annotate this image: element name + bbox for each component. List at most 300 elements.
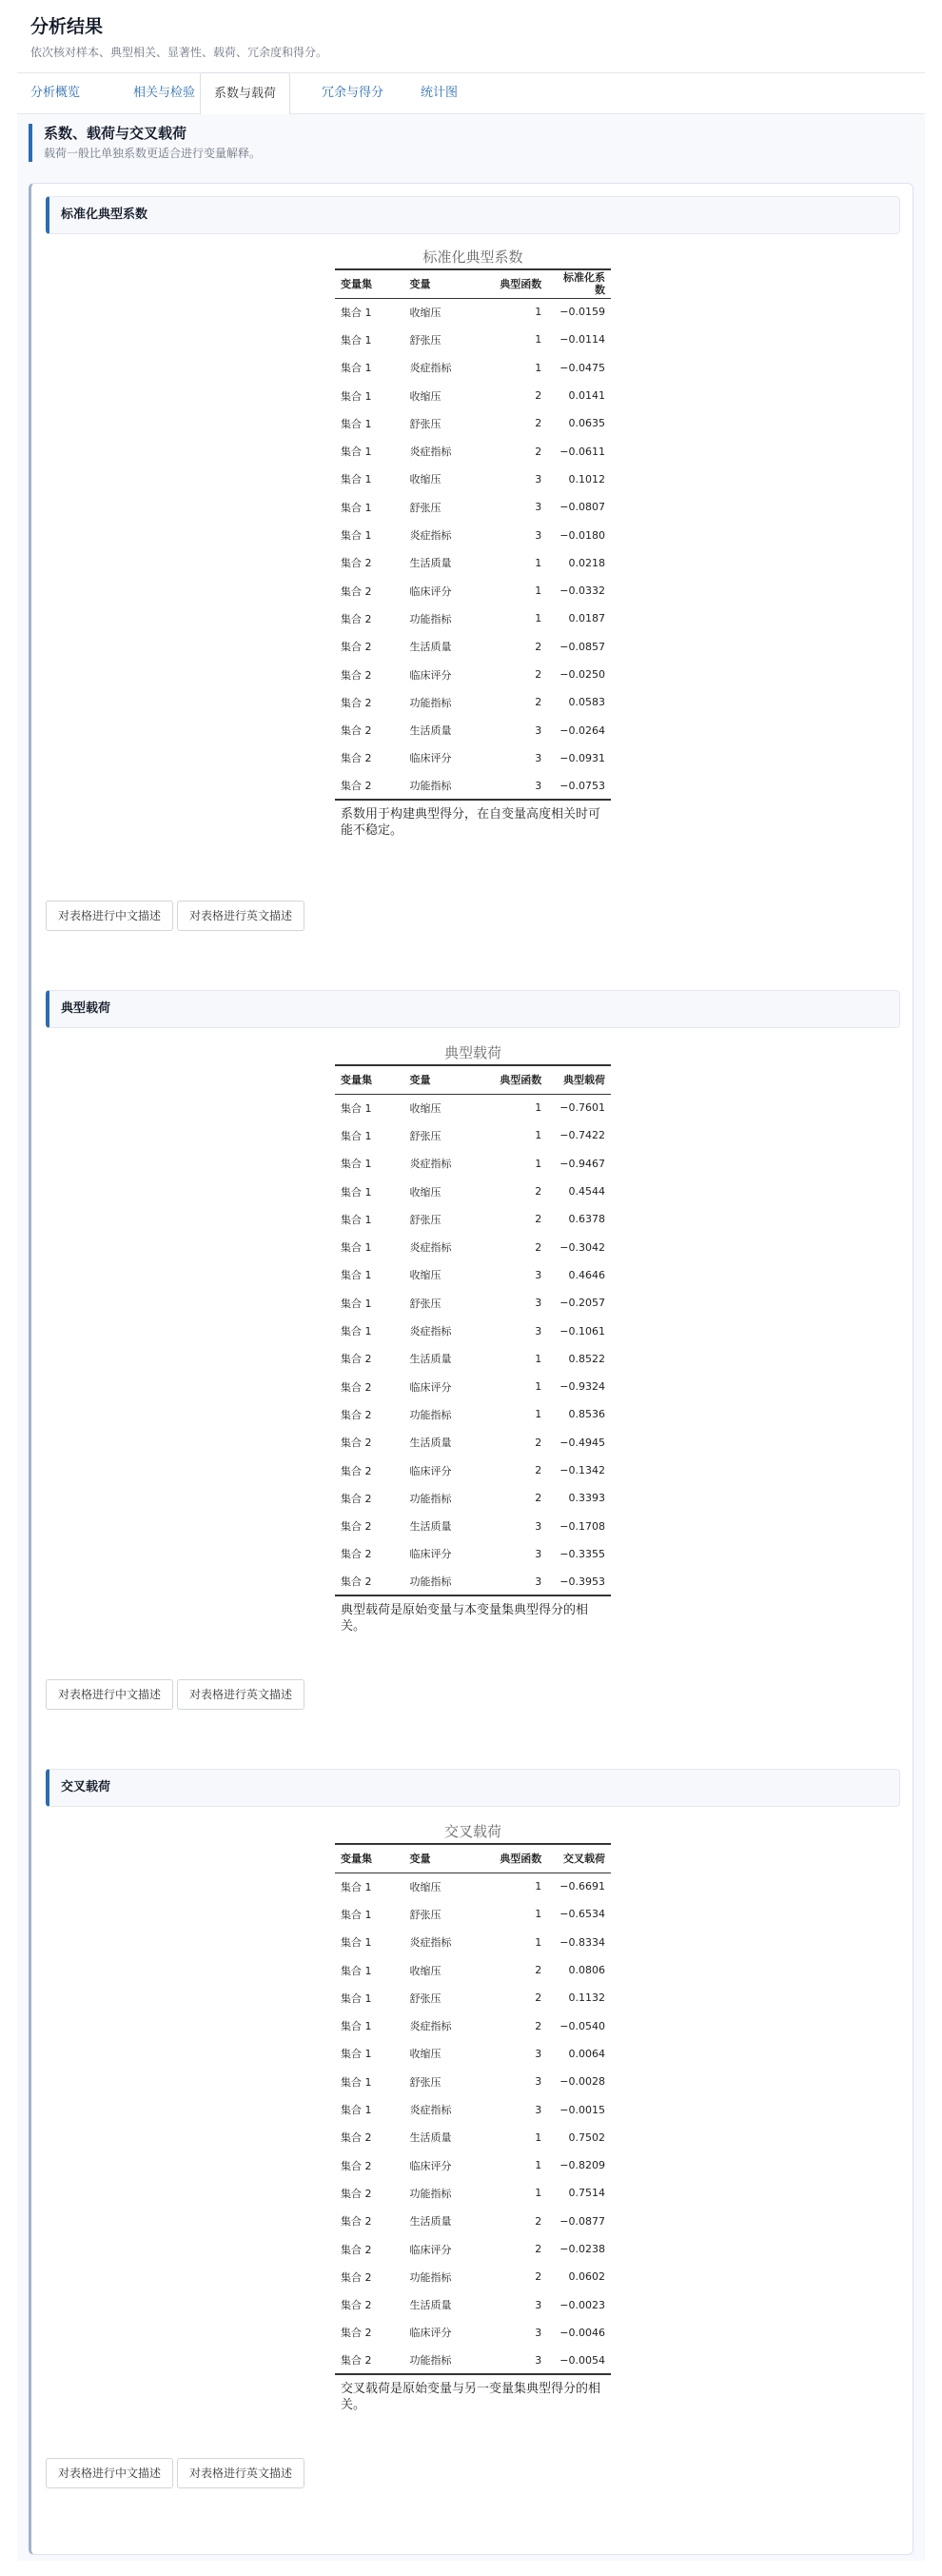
table-row <box>335 382 611 409</box>
table-cell: −0.0180 <box>559 528 605 542</box>
table-cell: 集合 2 <box>341 2243 372 2256</box>
table-cell: 功能指标 <box>404 1568 487 1595</box>
table-cell: −0.1061 <box>559 1324 605 1338</box>
table-cell: 收缩压 <box>409 473 442 486</box>
table-row <box>335 633 611 661</box>
table-cell: 1 <box>535 361 542 374</box>
table-cell: 集合 1 <box>341 1129 372 1142</box>
table-row <box>335 2208 611 2235</box>
table-header-row <box>335 1844 611 1873</box>
table-cell: 集合 2 <box>341 1464 372 1477</box>
table-cell: 收缩压 <box>409 1269 442 1282</box>
table-cell: 生活质量 <box>409 2299 452 2312</box>
table-cell: −0.7422 <box>559 1129 605 1142</box>
table-cell: −0.8334 <box>559 1935 605 1949</box>
page-title: 分析结果 <box>30 16 104 37</box>
table-cell: 1 <box>535 2187 542 2200</box>
table-row <box>335 1929 611 1956</box>
table-cell: −0.0114 <box>559 333 605 347</box>
table-header-row <box>335 269 611 298</box>
table-caption: 交叉载荷 <box>443 1823 501 1840</box>
table-cell: 集合 1 <box>341 1936 372 1950</box>
subsection-header-loadings: 典型载荷 <box>46 990 900 1028</box>
table-cell: 炎症指标 <box>409 446 452 459</box>
table-cell: 功能指标 <box>404 2347 487 2374</box>
table-row <box>335 1429 611 1456</box>
table-cell: −0.6691 <box>559 1880 605 1893</box>
table-cell: −0.0611 <box>559 445 605 458</box>
table-cell: 集合 1 <box>341 1213 372 1226</box>
table-cell: 集合 2 <box>341 1548 372 1561</box>
table-cell: 集合 1 <box>341 362 372 375</box>
table-cell: 2 <box>535 2270 542 2284</box>
table-row <box>335 437 611 465</box>
table-cell: 1 <box>535 2159 542 2172</box>
table-cell: 集合 1 <box>341 1325 372 1338</box>
describe-en-button[interactable]: 对表格进行英文描述 <box>177 1679 304 1710</box>
table-caption: 典型载荷 <box>443 1044 501 1061</box>
table-cell: 集合 2 <box>341 612 372 625</box>
table-cell: 1 <box>535 1352 542 1365</box>
table-row <box>335 744 611 772</box>
table-cell: 3 <box>535 723 542 737</box>
table-cell: 舒张压 <box>409 1213 442 1226</box>
section-desc: 载荷一般比单独系数更适合进行变量解释。 <box>44 147 262 160</box>
section-title: 系数、载荷与交叉载荷 <box>44 125 187 142</box>
table-cell: 2 <box>535 2214 542 2228</box>
table-cell: 集合 2 <box>341 2159 372 2172</box>
table-cell: 收缩压 <box>409 1101 442 1115</box>
results-header <box>30 15 327 60</box>
table-cell: 临床评分 <box>409 1380 452 1394</box>
table-cell: 3 <box>535 472 542 485</box>
table-cell: 3 <box>535 2047 542 2060</box>
column-header: 变量 <box>404 1844 487 1873</box>
table-row <box>335 1205 611 1233</box>
table-row <box>335 2179 611 2207</box>
describe-en-button[interactable]: 对表格进行英文描述 <box>177 2458 304 2488</box>
table-cell: 1 <box>535 306 542 319</box>
table-cell: −0.3953 <box>547 1568 611 1595</box>
table-cell: 3 <box>535 1547 542 1560</box>
table-cell: 2 <box>535 1436 542 1449</box>
table-row <box>335 1317 611 1344</box>
table-cell: 集合 2 <box>341 585 372 598</box>
table-cell: 炎症指标 <box>409 2104 452 2117</box>
table-cell: 功能指标 <box>409 1408 452 1421</box>
table-cell: 2 <box>535 389 542 403</box>
table-row <box>335 2319 611 2347</box>
table-row <box>335 298 611 326</box>
table-cell: 集合 2 <box>341 724 372 738</box>
table-row <box>335 2151 611 2179</box>
table-cell: −0.0475 <box>559 361 605 374</box>
table-row <box>335 549 611 577</box>
table-cell: 临床评分 <box>409 2327 452 2340</box>
tab-coefficients-loadings[interactable]: 系数与载荷 <box>200 72 290 115</box>
table-row <box>335 1484 611 1512</box>
describe-cn-button[interactable]: 对表格进行中文描述 <box>46 2458 173 2488</box>
table-cell: −0.0931 <box>559 751 605 764</box>
table-cell: 0.4646 <box>568 1268 605 1281</box>
table-cell: −0.0807 <box>559 501 605 514</box>
table-cell: 舒张压 <box>409 2075 442 2089</box>
table-cell: 2 <box>535 1213 542 1226</box>
table-cell: 集合 2 <box>341 641 372 654</box>
subsection-header-std-coef: 标准化典型系数 <box>46 196 900 234</box>
table-cell: 0.0064 <box>568 2047 605 2060</box>
table-cell: 3 <box>487 2347 548 2374</box>
table-cell: −0.1342 <box>559 1464 605 1476</box>
table-cell: 0.3393 <box>568 1492 605 1505</box>
table-row <box>335 688 611 716</box>
table-cell: 生活质量 <box>409 2131 452 2145</box>
table-note: 交叉载荷是原始变量与另一变量集典型得分的相关。 <box>341 2382 601 2413</box>
table-cell: 舒张压 <box>409 501 442 514</box>
table-cell: 1 <box>535 556 542 569</box>
table-cell: 临床评分 <box>409 2243 452 2256</box>
table-cell: 临床评分 <box>409 585 452 598</box>
table-cell: −0.0159 <box>559 306 605 319</box>
table-cell: 集合 2 <box>341 2270 372 2284</box>
table-row <box>335 2290 611 2318</box>
subsection-header-cross-loadings: 交叉载荷 <box>46 1769 900 1807</box>
table-row <box>335 1873 611 1900</box>
table-cell: 1 <box>535 1380 542 1394</box>
table-row <box>335 1345 611 1373</box>
table-row <box>335 1150 611 1178</box>
table-loadings-actions <box>46 1679 308 1710</box>
table-note: 典型载荷是原始变量与本变量集典型得分的相关。 <box>341 1603 589 1635</box>
table-cell: 0.1132 <box>568 1991 605 2005</box>
table-cell: 3 <box>535 1297 542 1310</box>
table-cell: 炎症指标 <box>409 529 452 543</box>
table-cell: 0.8536 <box>568 1408 605 1421</box>
table-cell: 集合 2 <box>341 1353 372 1366</box>
table-cell: 集合 1 <box>341 1101 372 1115</box>
table-cell: 舒张压 <box>409 1129 442 1142</box>
table-cell: −0.0753 <box>547 772 611 800</box>
tab-redundancy-scores[interactable]: 冗余与得分 <box>322 86 384 100</box>
table-cell: 临床评分 <box>409 752 452 765</box>
table-cell: 1 <box>535 2130 542 2144</box>
table-cell: 临床评分 <box>409 1548 452 1561</box>
table-cell: 功能指标 <box>409 2270 452 2284</box>
table-cell: 1 <box>535 1880 542 1893</box>
table-cell: 2 <box>535 2019 542 2032</box>
tab-bar <box>17 72 925 114</box>
table-cell: 炎症指标 <box>409 1325 452 1338</box>
table-cell: 0.0218 <box>568 556 605 569</box>
table-cell: 0.0602 <box>568 2270 605 2284</box>
table-cell: 集合 1 <box>341 2075 372 2089</box>
data-table <box>335 1064 611 1596</box>
table-cell: 生活质量 <box>409 724 452 738</box>
table-cell: 集合 2 <box>341 2327 372 2340</box>
tab-charts[interactable]: 统计图 <box>421 86 459 100</box>
table-cell: −0.0332 <box>559 585 605 598</box>
table-row <box>335 1400 611 1428</box>
table-note: 系数用于构建典型得分，在自变量高度相关时可能不稳定。 <box>341 807 601 839</box>
table-cell: 3 <box>535 2075 542 2089</box>
table-row <box>335 604 611 632</box>
table-cell: 集合 2 <box>341 696 372 709</box>
table-cell: 集合 2 <box>341 2215 372 2229</box>
table-cell: 1 <box>535 1935 542 1949</box>
table-cell: 0.8522 <box>568 1352 605 1365</box>
table-cell: 收缩压 <box>409 1880 442 1893</box>
table-cell: 舒张压 <box>409 1297 442 1310</box>
table-cell: 生活质量 <box>409 2215 452 2229</box>
describe-cn-button[interactable]: 对表格进行中文描述 <box>46 1679 173 1710</box>
table-cell: 0.0806 <box>568 1964 605 1977</box>
table-cross-loadings <box>335 1820 611 2413</box>
table-cell: 炎症指标 <box>409 2020 452 2033</box>
column-header: 典型函数 <box>487 269 548 298</box>
table-cell: 舒张压 <box>409 417 442 430</box>
table-cell: 集合 1 <box>341 473 372 486</box>
table-cell: 集合 1 <box>341 529 372 543</box>
table-row <box>335 1956 611 1984</box>
table-row <box>335 1456 611 1484</box>
table-cell: 2 <box>535 1240 542 1254</box>
table-cell: 集合 1 <box>341 1297 372 1310</box>
column-header: 变量 <box>404 269 487 298</box>
table-cell: 2 <box>535 1991 542 2005</box>
table-cell: 1 <box>535 333 542 347</box>
table-cell: −0.2057 <box>559 1297 605 1310</box>
table-cell: 集合 1 <box>341 2104 372 2117</box>
table-row <box>335 661 611 688</box>
table-cell: 炎症指标 <box>409 362 452 375</box>
table-row <box>335 2095 611 2123</box>
table-cell: 收缩压 <box>409 1185 442 1199</box>
table-std-coef-actions <box>46 901 308 931</box>
table-cell: −0.0015 <box>559 2103 605 2116</box>
table-cell: 集合 2 <box>335 1568 404 1595</box>
table-cell: −0.1708 <box>559 1519 605 1533</box>
table-cell: 集合 2 <box>335 772 404 800</box>
table-cell: 集合 1 <box>341 2020 372 2033</box>
table-cell: 临床评分 <box>409 2159 452 2172</box>
table-cell: 集合 1 <box>341 501 372 514</box>
table-cell: −0.4945 <box>559 1436 605 1449</box>
table-row <box>335 1512 611 1539</box>
table-cell: 收缩压 <box>409 306 442 319</box>
table-cell: 集合 2 <box>335 2347 404 2374</box>
table-cell: 舒张压 <box>409 1991 442 2005</box>
column-header: 典型函数 <box>487 1065 548 1094</box>
table-cell: 3 <box>535 2103 542 2116</box>
column-header: 交叉载荷 <box>547 1844 611 1873</box>
table-cell: 0.7514 <box>568 2187 605 2200</box>
table-cell: 集合 1 <box>341 1908 372 1921</box>
table-cell: 炎症指标 <box>409 1158 452 1171</box>
table-cell: −0.0264 <box>559 723 605 737</box>
table-cell: 集合 2 <box>341 1437 372 1450</box>
tab-correlation-tests[interactable]: 相关与检验 <box>133 86 196 100</box>
table-cell: −0.0046 <box>559 2326 605 2339</box>
table-cell: 功能指标 <box>409 612 452 625</box>
table-cell: −0.0877 <box>559 2214 605 2228</box>
table-cell: 3 <box>487 772 548 800</box>
table-row <box>335 354 611 382</box>
table-row <box>335 1261 611 1289</box>
table-cell: 集合 2 <box>341 1492 372 1505</box>
table-row <box>335 1900 611 1928</box>
table-cell: 3 <box>535 1519 542 1533</box>
table-cell: 集合 1 <box>341 446 372 459</box>
table-cell: 舒张压 <box>409 1908 442 1921</box>
table-cell: −0.7601 <box>559 1101 605 1115</box>
table-cell: 集合 1 <box>341 1269 372 1282</box>
table-cell: 0.0187 <box>568 612 605 625</box>
table-cell: 功能指标 <box>409 1492 452 1505</box>
table-cell: 0.1012 <box>568 472 605 485</box>
table-row <box>335 1094 611 1121</box>
table-cell: 炎症指标 <box>409 1936 452 1950</box>
table-row <box>335 493 611 521</box>
table-cell: 集合 1 <box>341 1158 372 1171</box>
table-cell: 功能指标 <box>404 772 487 800</box>
table-cell: 0.7502 <box>568 2130 605 2144</box>
column-header: 典型载荷 <box>547 1065 611 1094</box>
table-cell: 3 <box>535 1268 542 1281</box>
table-row <box>335 2235 611 2263</box>
table-cell: 3 <box>535 751 542 764</box>
table-cell: 0.4544 <box>568 1185 605 1199</box>
table-cell: −0.0250 <box>559 668 605 681</box>
table-cell: −0.0238 <box>559 2243 605 2255</box>
table-cell: −0.3042 <box>559 1240 605 1254</box>
table-row <box>335 716 611 743</box>
table-row <box>335 1984 611 2011</box>
table-cell: 集合 2 <box>341 2131 372 2145</box>
table-cell: 2 <box>535 2243 542 2255</box>
table-cell: 3 <box>535 1324 542 1338</box>
table-cell: 1 <box>535 1408 542 1421</box>
table-row <box>335 1233 611 1260</box>
table-row <box>335 772 611 800</box>
table-cell: 1 <box>535 1157 542 1170</box>
table-row <box>335 1568 611 1595</box>
column-header: 变量集 <box>335 1844 404 1873</box>
table-cell: 2 <box>535 668 542 681</box>
table-cell: 2 <box>535 417 542 430</box>
data-table <box>335 1843 611 2375</box>
table-cell: 0.0141 <box>568 389 605 403</box>
table-cell: −0.9467 <box>559 1157 605 1170</box>
table-cell: −0.6534 <box>559 1908 605 1921</box>
table-cell: 集合 2 <box>341 557 372 570</box>
table-cell: 集合 1 <box>341 1185 372 1199</box>
tab-overview[interactable]: 分析概览 <box>30 86 81 100</box>
table-cell: 生活质量 <box>409 1437 452 1450</box>
table-row <box>335 1289 611 1317</box>
table-row <box>335 409 611 437</box>
table-row <box>335 2124 611 2151</box>
table-std-coef <box>335 246 611 839</box>
describe-en-button[interactable]: 对表格进行英文描述 <box>177 901 304 931</box>
table-cell: −0.3355 <box>559 1547 605 1560</box>
table-row <box>335 2068 611 2095</box>
table-cell: 集合 2 <box>341 2299 372 2312</box>
table-cell: 2 <box>535 1464 542 1476</box>
table-row <box>335 1373 611 1400</box>
table-cell: 3 <box>535 528 542 542</box>
table-loadings <box>335 1041 611 1635</box>
table-row <box>335 1121 611 1149</box>
table-cell: 集合 1 <box>341 1241 372 1255</box>
table-cell: 收缩压 <box>409 1964 442 1977</box>
table-cell: 集合 1 <box>341 1880 372 1893</box>
describe-cn-button[interactable]: 对表格进行中文描述 <box>46 901 173 931</box>
table-cell: 临床评分 <box>409 668 452 682</box>
table-cell: 0.0635 <box>568 417 605 430</box>
table-row <box>335 2263 611 2290</box>
section-header <box>29 124 913 162</box>
table-cell: 1 <box>535 1129 542 1142</box>
table-header-row <box>335 1065 611 1094</box>
table-cell: 集合 1 <box>341 333 372 347</box>
table-cell: 1 <box>535 612 542 625</box>
table-row <box>335 2011 611 2039</box>
column-header: 变量 <box>404 1065 487 1094</box>
table-cell: 集合 2 <box>341 2187 372 2200</box>
table-cell: 0.6378 <box>568 1213 605 1226</box>
table-cell: 集合 2 <box>341 1408 372 1421</box>
table-caption: 标准化典型系数 <box>422 248 523 266</box>
table-cell: 集合 2 <box>341 752 372 765</box>
table-cell: −0.9324 <box>559 1380 605 1394</box>
table-row <box>335 1540 611 1568</box>
table-row <box>335 326 611 353</box>
table-cell: 集合 1 <box>341 389 372 403</box>
table-cell: 临床评分 <box>409 1464 452 1477</box>
table-cell: 集合 2 <box>341 1520 372 1534</box>
table-cell: 2 <box>535 1964 542 1977</box>
table-cell: 生活质量 <box>409 557 452 570</box>
table-cell: 集合 2 <box>341 1380 372 1394</box>
table-cell: 集合 1 <box>341 1991 372 2005</box>
table-cell: 2 <box>535 1185 542 1199</box>
column-header: 变量集 <box>335 269 404 298</box>
table-row <box>335 1178 611 1205</box>
table-row <box>335 577 611 604</box>
table-cell: 功能指标 <box>409 696 452 709</box>
table-cell: −0.0023 <box>559 2298 605 2311</box>
table-cell: 2 <box>535 445 542 458</box>
table-cross-loadings-actions <box>46 2458 308 2488</box>
table-cell: −0.0028 <box>559 2075 605 2089</box>
table-cell: 1 <box>535 1908 542 1921</box>
table-cell: 0.0583 <box>568 696 605 709</box>
table-cell: 集合 1 <box>341 2048 372 2061</box>
table-cell: −0.0857 <box>559 640 605 653</box>
table-cell: 3 <box>535 2298 542 2311</box>
table-row <box>335 521 611 548</box>
table-cell: 集合 2 <box>341 668 372 682</box>
table-cell: −0.0540 <box>559 2019 605 2032</box>
table-cell: 3 <box>535 2326 542 2339</box>
column-header: 变量集 <box>335 1065 404 1094</box>
table-cell: 生活质量 <box>409 641 452 654</box>
table-cell: 2 <box>535 1492 542 1505</box>
table-cell: 生活质量 <box>409 1520 452 1534</box>
table-cell: 1 <box>535 585 542 598</box>
table-cell: 舒张压 <box>409 333 442 347</box>
table-cell: 1 <box>535 1101 542 1115</box>
